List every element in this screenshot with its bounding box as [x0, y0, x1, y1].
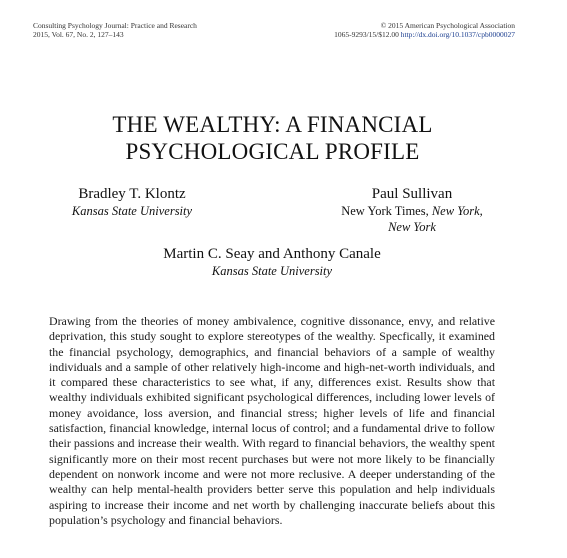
author-name: Martin C. Seay and Anthony Canale: [163, 246, 381, 262]
author-block-klontz: [52, 185, 212, 219]
journal-name: Consulting Psychology Journal: Practice and Research: [33, 21, 197, 30]
affiliation-location: New York,: [431, 204, 483, 218]
affiliation-location-continued: New York: [388, 220, 436, 234]
abstract-text: Drawing from the theories of money ambivalence, cognitive dissonance, envy, and relative deprivation, this study sought to explore stereotypes of the wealthy. Specfically, it examined the financial psychology, demographics, and financial behaviors of a sample of wealthy individuals and a sample of other relatively high-income and high-net-worth individuals, and it compared these characteristics to see what, if any, differences exist. Results show that wealthy individuals exhibited significant psychological differences, including lower levels of money avoidance, loss aversion, and financial stress; higher levels of life and financial satisfaction, financial knowledge, internal locus of control; and a fundamental drive to follow their passions and increase their wealth. With regard to financial behaviors, the wealthy spent significantly more on their most recent purchases but were not more likely to be financially dependent on nonwork income and were not more reclusive. A deeper understanding of the wealthy can help mental-health providers better serve this population and help individuals aspiring to increase their income and net worth by challenging inaccurate beliefs about this population’s psychology and financial behaviors.: [49, 314, 495, 527]
journal-citation: [33, 21, 197, 39]
doi-link[interactable]: http://dx.doi.org/10.1037/cpb0000027: [400, 30, 515, 39]
title-line-1: THE WEALTHY: A FINANCIAL: [112, 112, 433, 137]
copyright-notice: © 2015 American Psychological Association: [380, 21, 515, 30]
article-title: [0, 111, 545, 165]
copyright-info: [334, 21, 515, 39]
journal-issue: 2015, Vol. 67, No. 2, 127–143: [33, 30, 124, 39]
issn-doi-line: [334, 30, 515, 39]
author-affiliation: [322, 203, 502, 219]
author-name: Paul Sullivan: [371, 186, 453, 202]
affiliation-organization: New York Times,: [341, 204, 429, 218]
issn-price: 1065-9293/15/$12.00: [334, 30, 399, 39]
author-affiliation: Kansas State University: [71, 204, 193, 218]
author-block-seay-canale: [122, 245, 422, 279]
title-line-2: PSYCHOLOGICAL PROFILE: [125, 139, 420, 164]
author-name: Bradley T. Klontz: [78, 186, 186, 202]
author-block-sullivan: [322, 185, 502, 235]
author-affiliation: Kansas State University: [211, 264, 333, 278]
